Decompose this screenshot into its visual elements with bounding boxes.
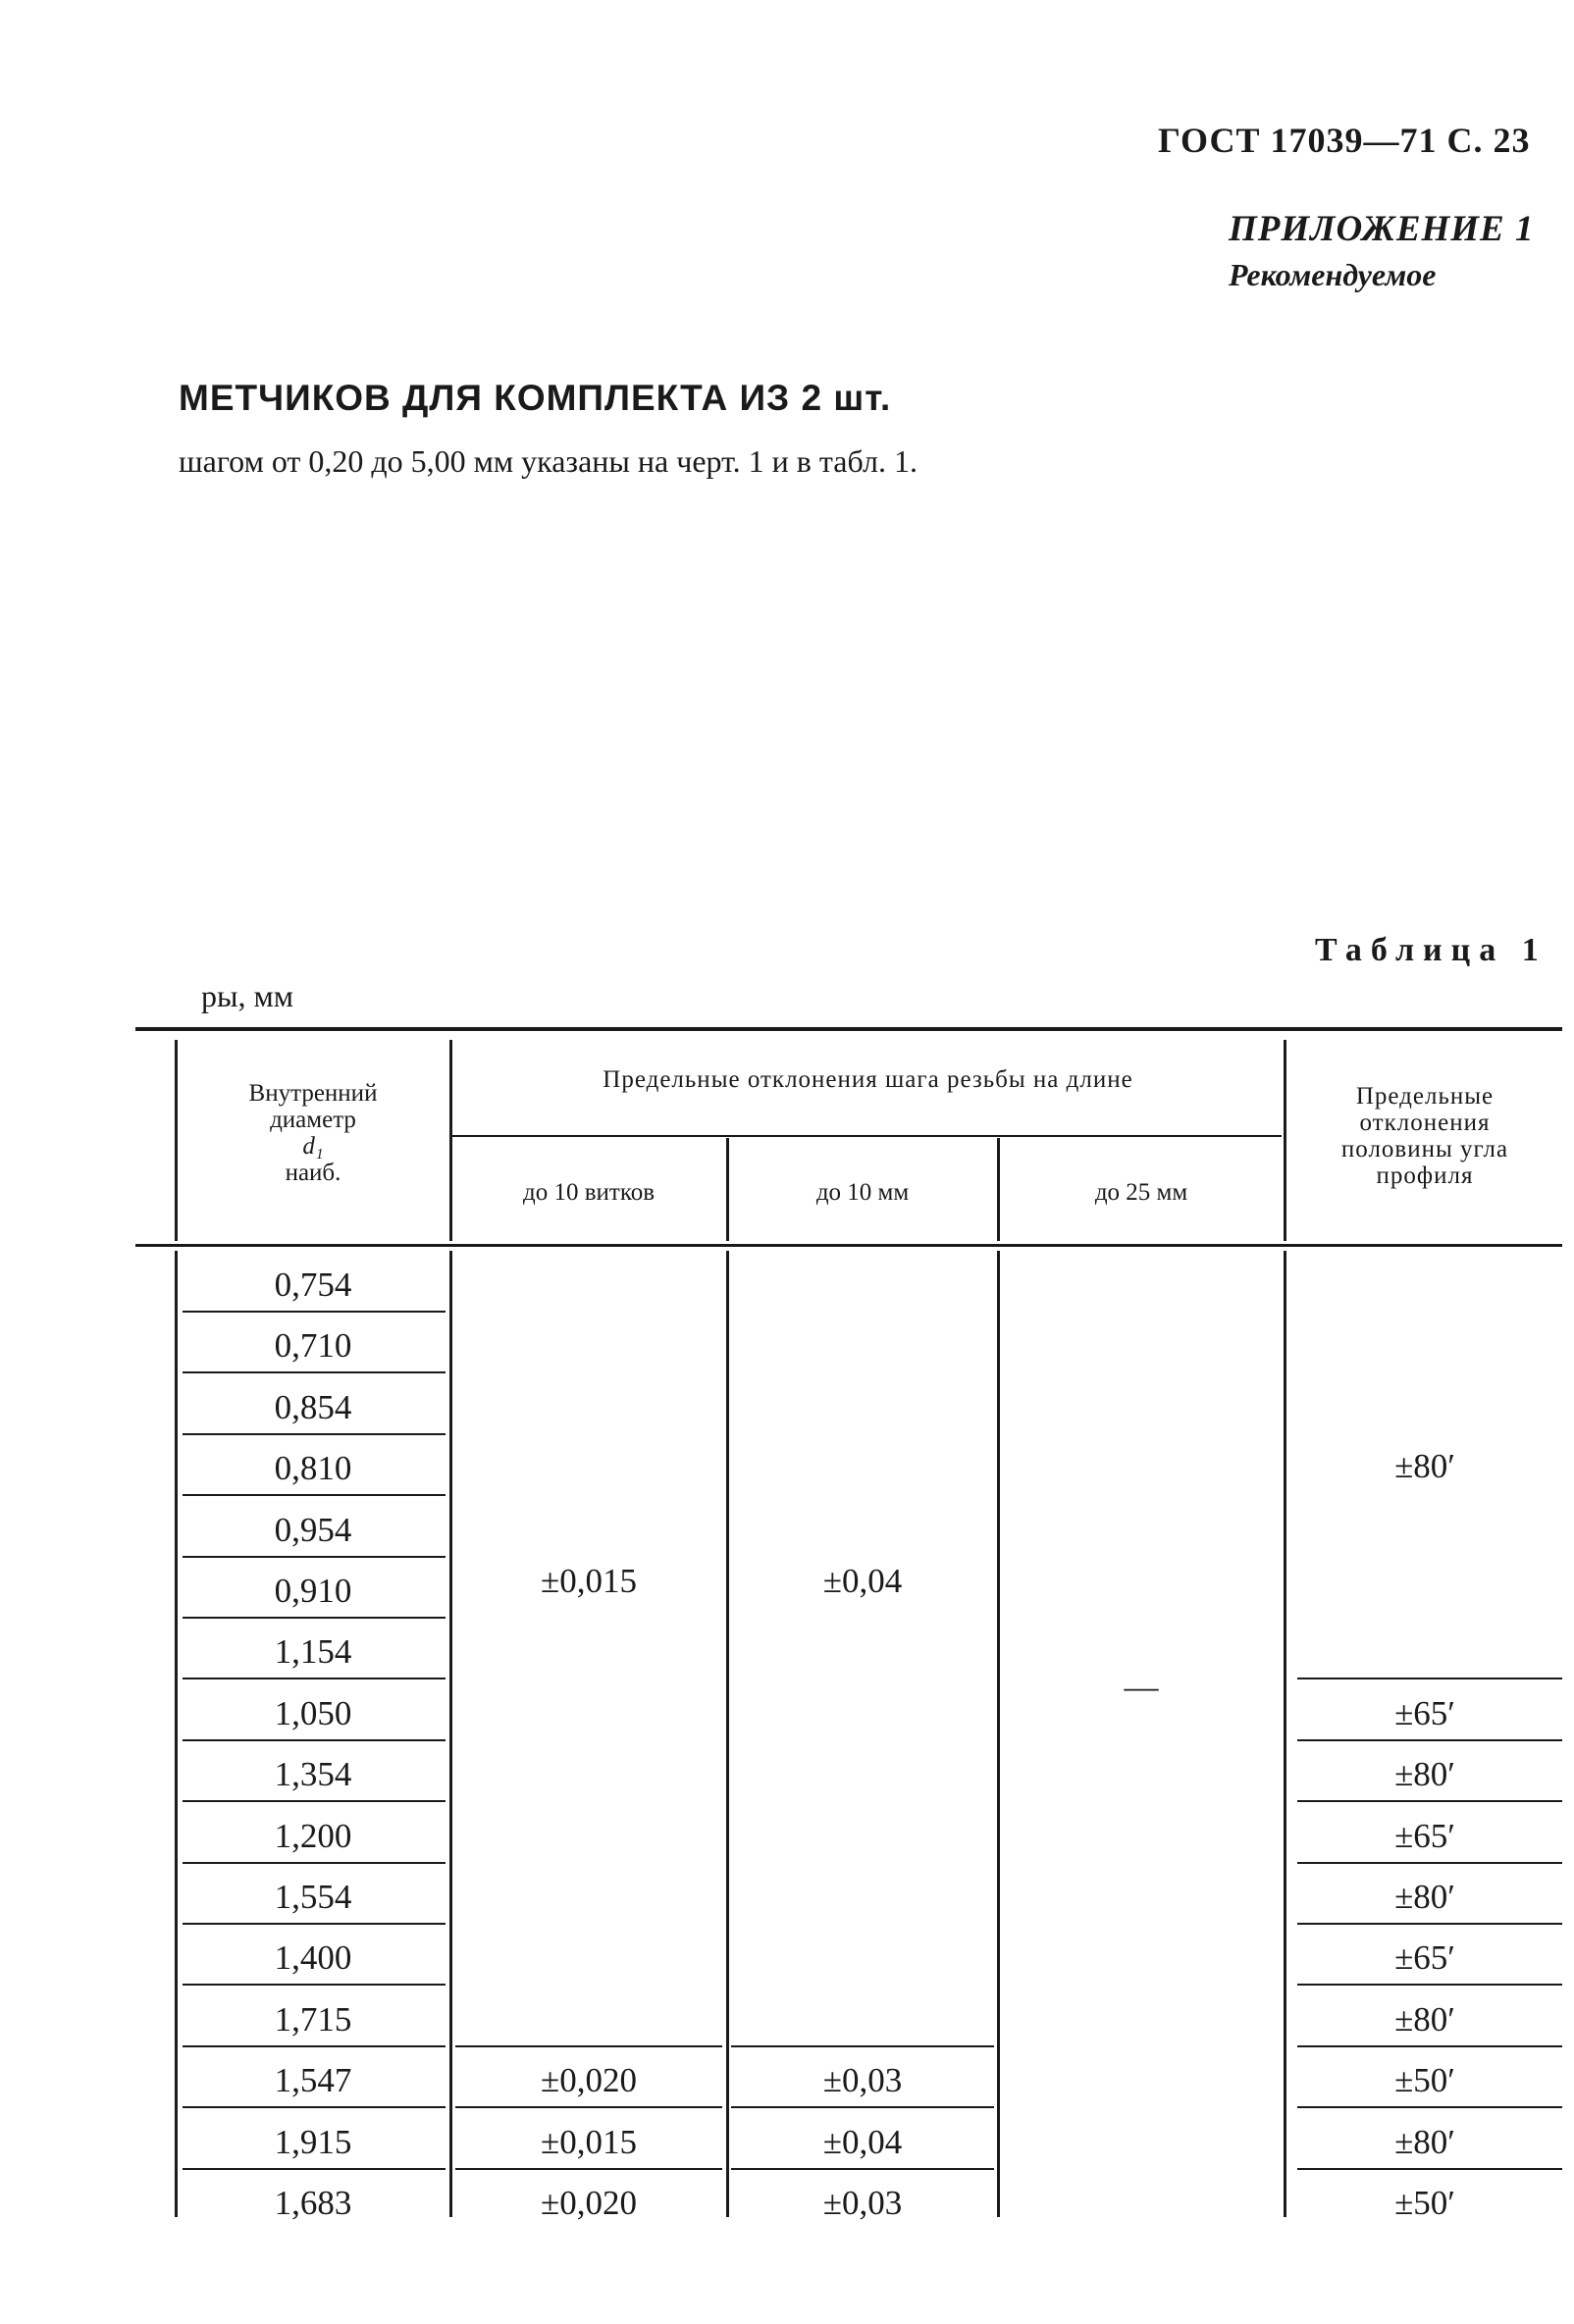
header-diameter-line1: Внутренний bbox=[248, 1080, 378, 1107]
header-bottom-rule bbox=[135, 1244, 1562, 1247]
diameter-cell: 1,354 bbox=[274, 1755, 352, 1793]
row-rule bbox=[1297, 2168, 1562, 2170]
row-rule bbox=[731, 2168, 994, 2170]
pitch-10-mm-cell: ±0,04 bbox=[822, 2123, 903, 2161]
col-25mm-rule-header bbox=[1284, 1040, 1286, 1241]
header-pitch-10-turns: до 10 витков bbox=[522, 1178, 655, 1206]
diameter-cell: 1,154 bbox=[274, 1632, 352, 1671]
row-rule bbox=[1297, 2106, 1562, 2108]
half-angle-cell: ±80′ bbox=[1394, 1755, 1455, 1793]
row-rule bbox=[1297, 1862, 1562, 1864]
half-angle-cell: ±65′ bbox=[1394, 1694, 1455, 1732]
row-rule bbox=[183, 1678, 446, 1679]
diameter-cell: 1,200 bbox=[274, 1817, 352, 1855]
row-rule bbox=[183, 1862, 446, 1864]
diameter-cell: 1,400 bbox=[274, 1938, 352, 1977]
diameter-cell: 0,854 bbox=[274, 1388, 352, 1426]
header-diameter-symbol: d₁ bbox=[302, 1133, 324, 1160]
diameter-cell: 0,710 bbox=[274, 1326, 352, 1365]
pitch-10-turns-cell: ±0,020 bbox=[541, 2061, 637, 2099]
pitch-10-mm-cell: ±0,03 bbox=[822, 2061, 903, 2099]
page-header: ГОСТ 17039—71 С. 23 bbox=[1158, 121, 1531, 160]
row-rule bbox=[455, 2106, 722, 2108]
row-rule bbox=[731, 2045, 994, 2047]
diameter-cell: 0,810 bbox=[274, 1449, 352, 1487]
half-angle-merged: ±80′ bbox=[1394, 1447, 1455, 1485]
diameter-cell: 1,715 bbox=[274, 2000, 352, 2039]
row-rule bbox=[183, 1311, 446, 1313]
diameter-cell: 1,050 bbox=[274, 1694, 352, 1732]
row-rule bbox=[455, 2045, 722, 2047]
header-half-angle-line4: профиля bbox=[1376, 1162, 1474, 1189]
row-rule bbox=[731, 2106, 994, 2108]
header-half-angle-line1: Предельные bbox=[1355, 1082, 1495, 1110]
pitch-10-turns-merged: ±0,015 bbox=[541, 1562, 637, 1600]
body-paragraph: шагом от 0,20 до 5,00 мм указаны на черт. 1 и в табл. 1. bbox=[179, 443, 918, 479]
pitch-10-turns-cell: ±0,015 bbox=[541, 2123, 637, 2161]
row-rule bbox=[1297, 1739, 1562, 1741]
table-top-rule bbox=[135, 1027, 1562, 1031]
pitch-10-turns-cell: ±0,020 bbox=[541, 2184, 637, 2222]
diameter-cell: 1,683 bbox=[274, 2184, 352, 2222]
header-half-angle-line3: половины угла bbox=[1340, 1135, 1509, 1162]
row-rule bbox=[183, 1433, 446, 1435]
table-label: Таблица 1 bbox=[1315, 932, 1548, 968]
row-rule bbox=[1297, 2045, 1562, 2047]
row-rule bbox=[1297, 1800, 1562, 1802]
row-rule bbox=[1297, 1678, 1562, 1679]
header-pitch-10-mm: до 10 мм bbox=[815, 1178, 910, 1206]
row-rule bbox=[183, 1494, 446, 1496]
row-rule bbox=[183, 1984, 446, 1986]
header-half-angle-line2: отклонения bbox=[1359, 1109, 1491, 1136]
row-rule bbox=[183, 1556, 446, 1558]
pitch-group-rule bbox=[451, 1135, 1282, 1137]
row-rule bbox=[183, 1800, 446, 1802]
col-diam-rule-header bbox=[449, 1040, 452, 1241]
header-diameter-line2: диаметр bbox=[270, 1107, 356, 1133]
col-25mm-rule bbox=[1284, 1251, 1286, 2217]
col-10mm-rule bbox=[997, 1251, 1000, 2217]
half-angle-cell: ±65′ bbox=[1394, 1817, 1455, 1855]
half-angle-cell: ±65′ bbox=[1394, 1938, 1455, 1977]
header-pitch-25-mm: до 25 мм bbox=[1094, 1178, 1188, 1206]
half-angle-cell: ±50′ bbox=[1394, 2061, 1455, 2099]
header-pitch-group: Предельные отклонения шага резьбы на длине bbox=[603, 1065, 1133, 1093]
appendix-title: ПРИЛОЖЕНИЕ 1 bbox=[1229, 209, 1535, 249]
section-heading: МЕТЧИКОВ ДЛЯ КОМПЛЕКТА ИЗ 2 шт. bbox=[179, 378, 892, 418]
row-rule bbox=[183, 2045, 446, 2047]
pitch-10-mm-cell: ±0,03 bbox=[822, 2184, 903, 2222]
col-diam-rule bbox=[449, 1251, 452, 2217]
appendix-subtitle: Рекомендуемое bbox=[1229, 257, 1437, 292]
row-rule bbox=[1297, 1984, 1562, 1986]
half-angle-cell: ±80′ bbox=[1394, 2123, 1455, 2161]
row-rule bbox=[183, 1617, 446, 1619]
diameter-cell: 0,954 bbox=[274, 1511, 352, 1549]
header-diameter bbox=[179, 1074, 447, 1192]
diameter-cell: 0,910 bbox=[274, 1572, 352, 1610]
row-rule bbox=[183, 1371, 446, 1373]
row-rule bbox=[183, 1739, 446, 1741]
diameter-cell: 1,547 bbox=[274, 2061, 352, 2099]
half-angle-cell: ±50′ bbox=[1394, 2184, 1455, 2222]
col-left-rule-header bbox=[175, 1040, 178, 1241]
diameter-cell: 0,754 bbox=[274, 1265, 352, 1304]
pitch-10-mm-merged: ±0,04 bbox=[822, 1562, 903, 1600]
row-rule bbox=[183, 2106, 446, 2108]
diameter-cell: 1,915 bbox=[274, 2123, 352, 2161]
header-diameter-line4: наиб. bbox=[285, 1160, 341, 1186]
diameter-cell: 1,554 bbox=[274, 1878, 352, 1916]
col-left-rule bbox=[175, 1251, 178, 2217]
row-rule bbox=[1297, 1923, 1562, 1925]
pitch-25-mm-merged: — bbox=[1124, 1668, 1159, 1706]
units-label: ры, мм bbox=[201, 978, 293, 1013]
header-half-angle bbox=[1287, 1069, 1562, 1202]
row-rule bbox=[183, 1923, 446, 1925]
half-angle-cell: ±80′ bbox=[1394, 2000, 1455, 2039]
row-rule bbox=[183, 2168, 446, 2170]
row-rule bbox=[455, 2168, 722, 2170]
half-angle-cell: ±80′ bbox=[1394, 1878, 1455, 1916]
